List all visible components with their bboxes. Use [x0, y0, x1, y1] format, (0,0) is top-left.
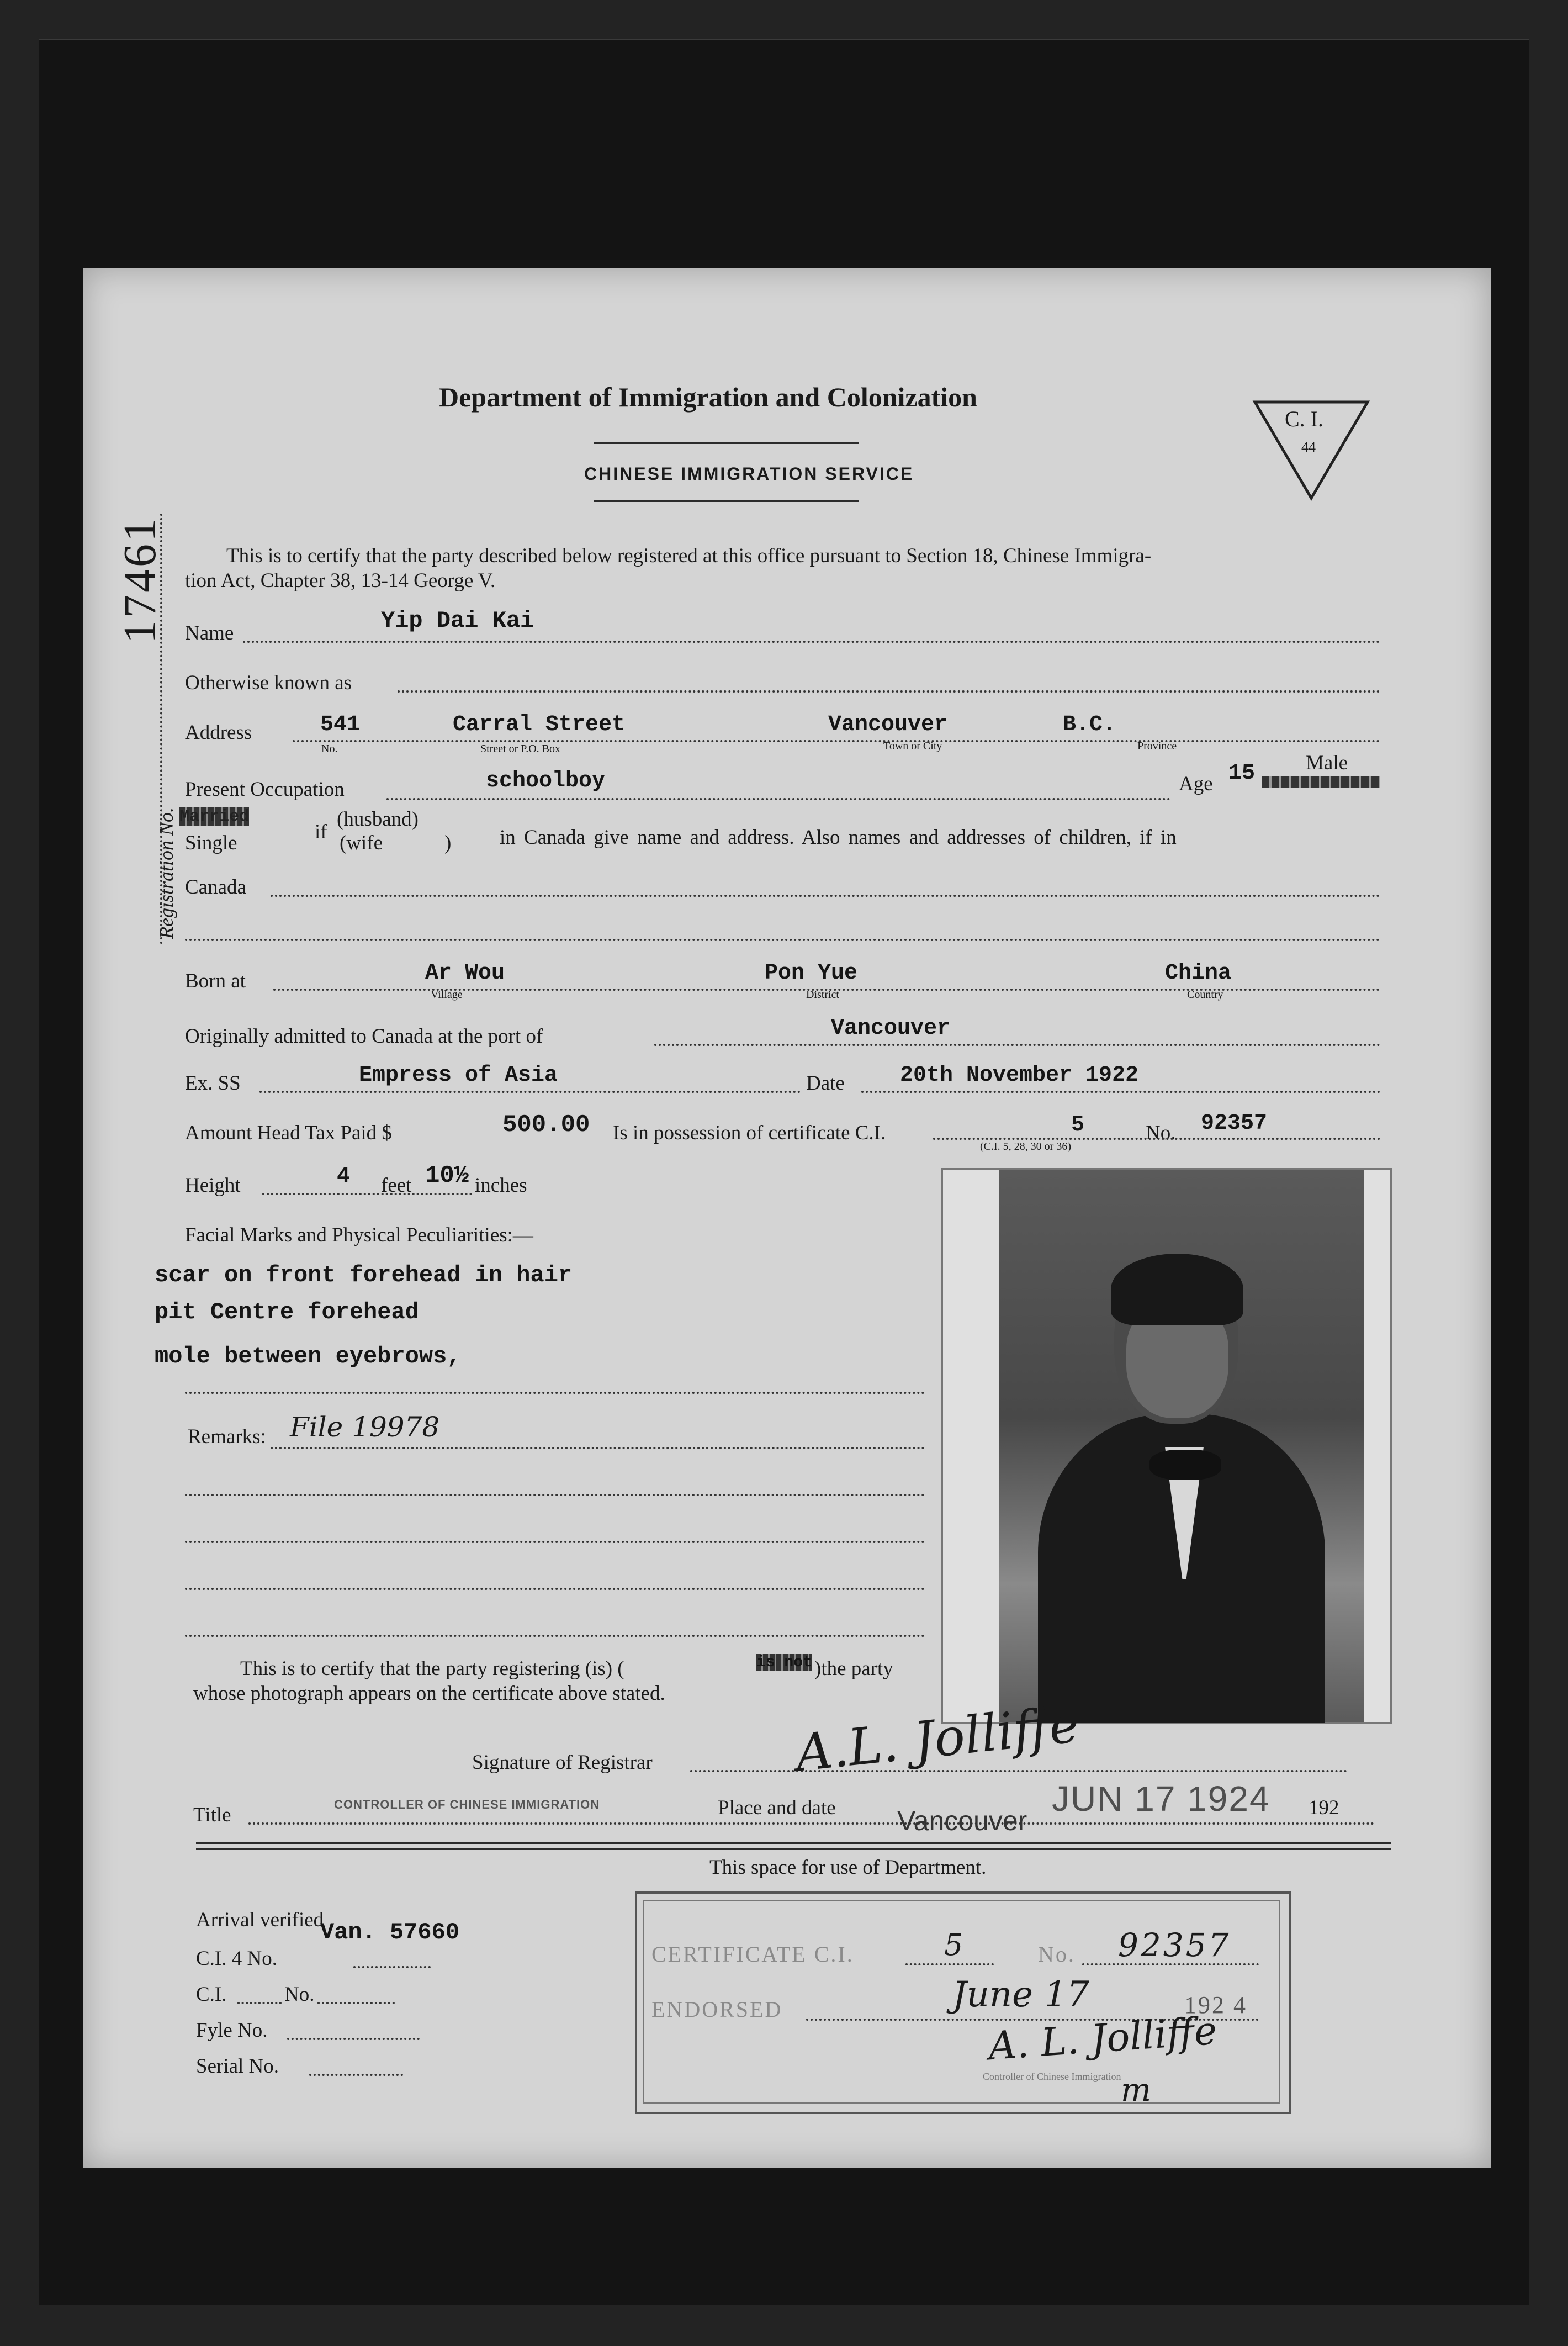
born-dots — [273, 989, 1380, 991]
otherwise-label: Otherwise known as — [185, 672, 352, 694]
facial-label: Facial Marks and Physical Peculiarities:— — [185, 1224, 533, 1246]
section-rule-2 — [196, 1848, 1391, 1850]
exss-value: Empress of Asia — [359, 1063, 558, 1088]
certification-line-2: tion Act, Chapter 38, 13-14 George V. — [185, 569, 496, 592]
stamp-certificate-label: CERTIFICATE C.I. — [651, 1942, 854, 1967]
address-street-caption: Street or P.O. Box — [480, 743, 560, 755]
ci4-dots — [353, 1966, 431, 1968]
exss-label: Ex. SS — [185, 1072, 241, 1095]
stamp-endorsed-date: June 17 — [952, 1974, 1089, 2015]
stamp-initials: m — [1121, 2071, 1151, 2109]
photo-cert-line-1b: )the party — [814, 1657, 893, 1680]
age-label: Age — [1179, 773, 1213, 795]
remarks-dots-3 — [185, 1541, 925, 1543]
registration-label: Registration No. — [155, 807, 177, 939]
form-code: C. I. — [1285, 406, 1323, 431]
village-caption: Village — [431, 989, 463, 1001]
height-feet: 4 — [337, 1164, 351, 1189]
stamp-endorsed-year: 192 4 — [1184, 1991, 1247, 2019]
canada-dots-2 — [185, 939, 1380, 941]
stamp-no-dots — [1082, 1963, 1259, 1965]
section-rule-1 — [196, 1842, 1391, 1844]
date-dots — [861, 1091, 1380, 1093]
date-value: 20th November 1922 — [900, 1063, 1139, 1088]
photo-bowtie — [1149, 1450, 1221, 1480]
headtax-dots — [933, 1138, 1380, 1140]
otherwise-dots — [398, 690, 1380, 693]
title-value: CONTROLLER OF CHINESE IMMIGRATION — [334, 1798, 600, 1811]
signature-dots — [690, 1770, 1347, 1772]
facial-line-1: scar on front forehead in hair — [155, 1262, 573, 1288]
registration-dots — [160, 514, 162, 944]
date-label: Date — [806, 1072, 845, 1095]
header-rule-bottom — [594, 500, 859, 502]
ci-no-use-label: No. — [284, 1983, 315, 2006]
married-struck: Married — [179, 807, 250, 826]
canada-label: Canada — [185, 876, 246, 899]
place-value: Vancouver — [897, 1805, 1027, 1836]
address-province-caption: Province — [1137, 740, 1177, 752]
address-dots — [293, 740, 1380, 742]
photo-cert-struck: is not — [756, 1654, 812, 1671]
name-dots — [243, 641, 1380, 643]
serial-dots — [309, 2074, 403, 2076]
wife-close: ) — [444, 832, 452, 854]
form-number: 44 — [1301, 439, 1316, 455]
stamp-signature: A. L. Jolliffe — [987, 2007, 1219, 2069]
title-label: Title — [193, 1804, 231, 1826]
arrival-label: Arrival verified — [196, 1909, 324, 1931]
headtax-label: Amount Head Tax Paid $ — [185, 1122, 392, 1144]
country-caption: Country — [1187, 989, 1223, 1001]
remarks-label: Remarks: — [188, 1425, 266, 1448]
occupation-label: Present Occupation — [185, 778, 345, 801]
born-village: Ar Wou — [425, 961, 505, 986]
female-struck-mark — [1262, 776, 1380, 788]
remarks-dots-5 — [185, 1635, 925, 1637]
remarks-value: File 19978 — [290, 1411, 440, 1443]
single-label: Single — [185, 832, 237, 854]
remarks-dots-1 — [271, 1447, 925, 1449]
possession-label: Is in possession of certificate C.I. — [613, 1122, 886, 1144]
serial-label: Serial No. — [196, 2055, 279, 2078]
born-district: Pon Yue — [765, 961, 858, 986]
occupation-value: schoolboy — [486, 769, 606, 794]
title-dots — [248, 1822, 1375, 1825]
stamp-endorsed-label: ENDORSED — [651, 1997, 783, 2022]
ci-value: 5 — [1071, 1113, 1085, 1138]
born-label: Born at — [185, 970, 246, 992]
department-title: Department of Immigration and Colonization — [439, 382, 977, 413]
name-value: Yip Dai Kai — [381, 607, 534, 634]
height-label: Height — [185, 1174, 241, 1197]
sex-value: Male — [1306, 752, 1348, 774]
fyle-label: Fyle No. — [196, 2019, 268, 2042]
ci4-label: C.I. 4 No. — [196, 1947, 277, 1970]
ci-dots — [237, 2002, 282, 2004]
photo-cert-line-1a: This is to certify that the party registering (is) ( — [240, 1657, 624, 1680]
remarks-dots-2 — [185, 1494, 925, 1496]
husband-label: (husband) — [337, 808, 419, 831]
ci-label: C.I. — [196, 1983, 227, 2006]
canada-sentence: in Canada give name and address. Also names and addresses of children, if in — [500, 826, 1177, 849]
service-title: CHINESE IMMIGRATION SERVICE — [584, 464, 914, 484]
admitted-label: Originally admitted to Canada at the port of — [185, 1025, 543, 1048]
facial-line-2: pit Centre forehead — [155, 1299, 419, 1325]
date-stamp: JUN 17 1924 — [1052, 1779, 1270, 1819]
stamp-controller-caption: Controller of Chinese Immigration — [983, 2071, 1121, 2082]
canada-dots-1 — [271, 895, 1380, 897]
photo-cert-line-2: whose photograph appears on the certificate above stated. — [193, 1682, 665, 1705]
arrival-value: Van. 57660 — [320, 1919, 460, 1946]
photo-hair — [1111, 1254, 1243, 1325]
certification-line-1: This is to certify that the party described below registered at this office pursuant to Section 18, Chinese Immigra- — [226, 545, 1152, 567]
place-label: Place and date — [718, 1797, 836, 1819]
if-label: if — [315, 821, 327, 843]
feet-label: feet — [381, 1174, 412, 1197]
age-value: 15 — [1228, 761, 1256, 786]
address-town-caption: Town or City — [883, 740, 942, 752]
district-caption: District — [806, 989, 839, 1001]
stamp-no-label: No. — [1038, 1942, 1076, 1967]
stamp-certificate-ci: 5 — [944, 1927, 963, 1962]
height-inches: 10½ — [425, 1162, 469, 1190]
born-country: China — [1165, 961, 1232, 986]
signature-label: Signature of Registrar — [472, 1751, 653, 1774]
department-use-heading: This space for use of Department. — [709, 1856, 987, 1879]
stamp-certificate-no: 92357 — [1118, 1926, 1231, 1964]
address-number-caption: No. — [321, 743, 338, 755]
registrar-signature: A.L. Jolliffe — [792, 1694, 1082, 1783]
height-dots — [262, 1193, 472, 1195]
ci-caption: (C.I. 5, 28, 30 or 36) — [980, 1140, 1071, 1153]
ci-no-value: 92357 — [1201, 1111, 1268, 1136]
year-suffix: 192 — [1309, 1797, 1339, 1819]
admitted-port: Vancouver — [831, 1016, 951, 1041]
address-street: Carral Street — [453, 712, 626, 737]
header-rule-top — [594, 442, 859, 444]
headtax-value: 500.00 — [502, 1111, 590, 1139]
fyle-dots — [287, 2038, 420, 2040]
occupation-dots — [386, 798, 1170, 800]
facial-line-3: mole between eyebrows, — [155, 1343, 461, 1370]
exss-dots — [259, 1091, 801, 1093]
ci-no-label: No. — [1146, 1122, 1176, 1144]
registration-number: 17461 — [114, 516, 166, 643]
address-town: Vancouver — [828, 712, 948, 737]
ci-no-dots — [317, 2002, 395, 2004]
address-label: Address — [185, 721, 252, 744]
remarks-dots-4 — [185, 1588, 925, 1590]
address-province: B.C. — [1063, 712, 1116, 737]
facial-dots — [185, 1392, 925, 1394]
inches-label: inches — [475, 1174, 527, 1197]
stamp-ci-dots — [905, 1963, 994, 1965]
wife-label: (wife — [340, 832, 383, 854]
name-label: Name — [185, 622, 234, 644]
address-number: 541 — [320, 712, 361, 737]
admitted-dots — [654, 1044, 1380, 1046]
